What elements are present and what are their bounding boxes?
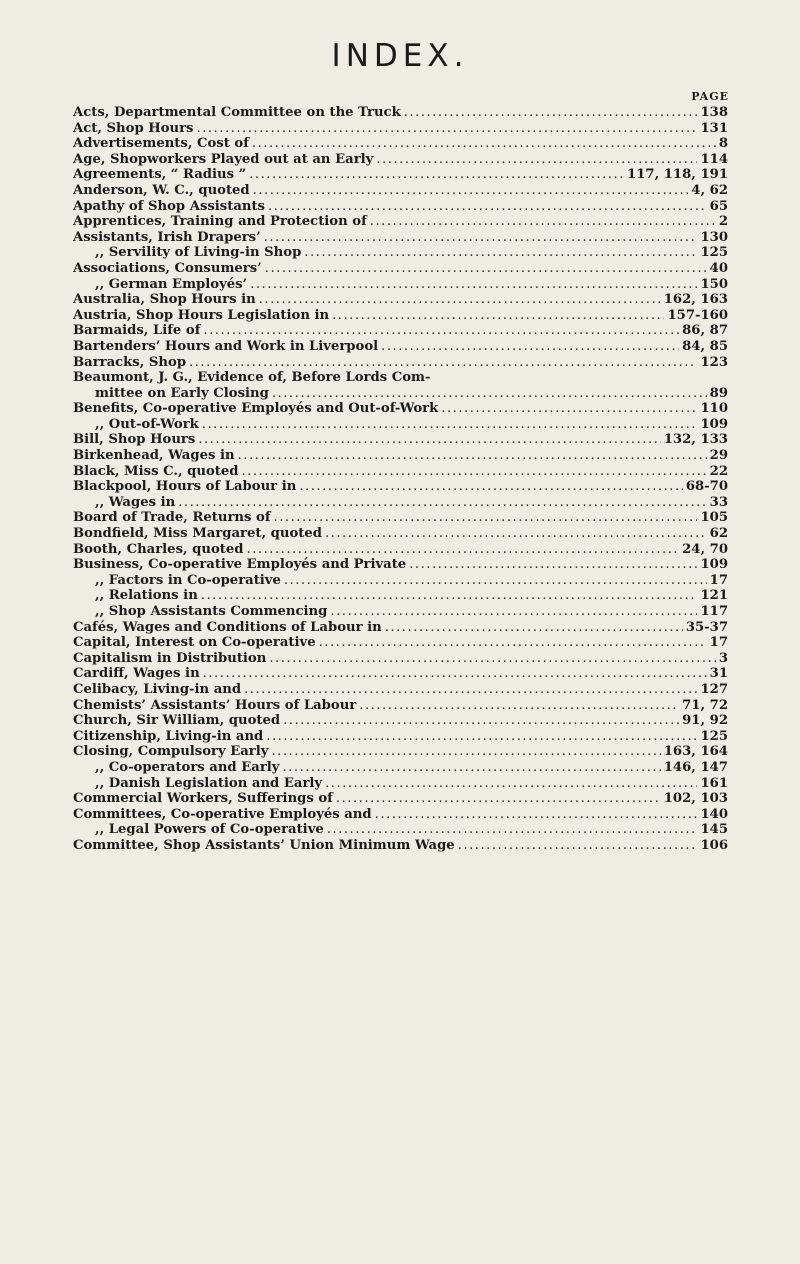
index-entry-term: Australia, Shop Hours in	[73, 292, 256, 308]
index-entry	[73, 167, 728, 183]
index-entry	[73, 620, 728, 636]
index-entry	[73, 682, 728, 698]
dot-leader	[178, 495, 706, 511]
index-entry	[73, 292, 728, 308]
index-entry-term: Apathy of Shop Assistants	[73, 198, 265, 214]
index-entry-term: Act, Shop Hours	[73, 120, 194, 136]
index-entry-pages: 89	[709, 385, 728, 401]
index-entry-pages: 140	[700, 806, 728, 822]
dot-leader	[283, 713, 679, 729]
index-entry-pages: 4, 62	[691, 182, 728, 198]
index-entry-pages: 121	[700, 588, 728, 604]
index-entry-pages: 117	[700, 604, 728, 619]
index-entry-pages: 150	[700, 276, 728, 292]
dot-leader	[203, 323, 679, 339]
index-entry	[73, 105, 728, 121]
index-entry-term: Agreements, “ Radius ”	[73, 167, 247, 183]
index-entry-term: Commercial Workers, Sufferings of	[73, 791, 333, 807]
dot-leader	[201, 588, 698, 604]
index-entry	[73, 386, 728, 402]
index-entry	[73, 214, 728, 230]
dot-leader	[282, 760, 660, 776]
index-entry-term: Business, Co-operative Employés and Private	[73, 557, 407, 573]
index-entry	[73, 448, 728, 464]
index-entry-pages: 71, 72	[682, 697, 728, 713]
dot-leader	[266, 729, 697, 745]
index-entry-term: Barracks, Shop	[73, 354, 187, 370]
dot-leader	[265, 261, 707, 277]
index-entry-pages: 114	[700, 151, 728, 167]
index-entry-pages: 105	[700, 510, 728, 526]
index-entry	[73, 277, 728, 293]
dot-leader	[370, 214, 716, 230]
index-entry-term: Church, Sir William, quoted	[73, 713, 281, 729]
dot-leader	[241, 464, 706, 480]
index-entry	[73, 573, 728, 589]
index-entry-term: Birkenhead, Wages in	[73, 448, 235, 464]
dot-leader	[253, 183, 689, 199]
index-entry	[73, 776, 728, 792]
index-entry-pages: 17	[709, 572, 728, 588]
index-entry-term: Booth, Charles, quoted	[73, 541, 244, 557]
index-entry-pages: 31	[709, 666, 728, 682]
dot-leader	[259, 292, 661, 308]
dot-leader	[271, 744, 660, 760]
index-entry	[73, 635, 728, 651]
index-entry-term: Associations, Consumers’	[73, 260, 262, 276]
index-entry	[73, 713, 728, 729]
dot-leader	[249, 167, 624, 183]
index-entry-term: Cardiff, Wages in	[73, 666, 200, 682]
index-entry	[73, 651, 728, 667]
index-entry-pages: 102, 103	[663, 791, 728, 807]
index-entry	[73, 121, 728, 137]
index-entry-pages: 162, 163	[663, 292, 728, 308]
index-entry-pages: 106	[700, 837, 728, 853]
index-entry-pages: 127	[700, 681, 728, 697]
index-entry-term: Chemists’ Assistants’ Hours of Labour	[73, 697, 357, 713]
index-entry	[73, 588, 728, 604]
dot-leader	[247, 542, 680, 558]
dot-leader	[269, 651, 716, 667]
index-entry-term: Capital, Interest on Co-operative	[73, 635, 316, 651]
index-entry-term: ,, German Employés’	[95, 276, 248, 292]
index-entry	[73, 698, 728, 714]
index-entry	[73, 245, 728, 261]
dot-leader	[458, 838, 698, 854]
dot-leader	[304, 245, 697, 261]
index-entry	[73, 838, 728, 854]
index-entry-term: ,, Servility of Living-in Shop	[95, 245, 302, 261]
index-entry	[73, 370, 728, 386]
index-entry-pages: 3	[718, 650, 728, 666]
dot-leader	[336, 791, 661, 807]
index-entry-term: Bill, Shop Hours	[73, 432, 196, 448]
index-entry-term: Beaumont, J. G., Evidence of, Before Lords Com-	[73, 370, 431, 386]
dot-leader	[385, 620, 683, 636]
dot-leader	[325, 526, 707, 542]
index-entry	[73, 308, 728, 324]
index-entry-pages: 163, 164	[663, 744, 728, 760]
index-entry-pages: 8	[718, 136, 728, 152]
index-entry	[73, 479, 728, 495]
index-entry	[73, 510, 728, 526]
index-entry	[73, 822, 728, 838]
index-entry	[73, 136, 728, 152]
index-heading: INDEX.	[331, 38, 469, 74]
dot-leader	[330, 604, 697, 620]
dot-leader	[252, 136, 716, 152]
index-entry-term: Committee, Shop Assistants’ Union Minimum Wage	[73, 837, 455, 853]
index-entry	[73, 355, 728, 371]
dot-leader	[202, 417, 698, 433]
index-entry	[73, 791, 728, 807]
index-entry-pages: 145	[700, 822, 728, 838]
index-entry	[73, 323, 728, 339]
index-entry	[73, 230, 728, 246]
dot-leader	[272, 386, 707, 402]
index-entry	[73, 339, 728, 355]
index-entry-term: ,, Legal Powers of Co-operative	[95, 822, 324, 838]
index-entry-pages: 117, 118, 191	[627, 167, 728, 183]
index-entry	[73, 464, 728, 480]
index-entry-term: Cafés, Wages and Conditions of Labour in	[73, 619, 382, 635]
dot-leader	[409, 557, 697, 573]
dot-leader	[238, 448, 707, 464]
index-entry-term: Committees, Co-operative Employés and	[73, 806, 372, 822]
index-entry-pages: 110	[700, 401, 728, 417]
index-entry	[73, 729, 728, 745]
dot-leader	[332, 308, 664, 324]
dot-leader	[441, 401, 697, 417]
dot-leader	[284, 573, 707, 589]
index-entry-term: Capitalism in Distribution	[73, 650, 267, 666]
dot-leader	[244, 682, 697, 698]
index-entry-term: Citizenship, Living-in and	[73, 728, 264, 744]
index-entry-term: Age, Shopworkers Played out at an Early	[73, 151, 374, 167]
index-entry	[73, 152, 728, 168]
index-entry-term: mittee on Early Closing	[95, 385, 269, 401]
dot-leader	[327, 822, 698, 838]
dot-leader	[198, 432, 660, 448]
index-entry-term: Acts, Departmental Committee on the Truck	[73, 105, 401, 120]
dot-leader	[325, 776, 697, 792]
index-entry-term: Bartenders’ Hours and Work in Liverpool	[73, 338, 379, 354]
index-entry	[73, 760, 728, 776]
index-entry-term: ,, Wages in	[95, 494, 176, 510]
page-column-label: PAGE	[691, 90, 729, 103]
index-entry-term: Benefits, Co-operative Employés and Out-of-Work	[73, 401, 439, 417]
index-entry-term: ,, Out-of-Work	[95, 416, 199, 432]
index-entry-term: Black, Miss C., quoted	[73, 463, 239, 479]
index-entry	[73, 744, 728, 760]
dot-leader	[359, 698, 679, 714]
index-entry-list	[73, 105, 728, 854]
index-entry-term: Board of Trade, Returns of	[73, 510, 271, 526]
index-entry-pages: 33	[709, 494, 728, 510]
index-entry-term: Closing, Compulsory Early	[73, 744, 269, 760]
index-entry-term: Barmaids, Life of	[73, 323, 201, 339]
index-entry	[73, 401, 728, 417]
index-entry-pages: 91, 92	[682, 713, 728, 729]
index-entry-term: ,, Co-operators and Early	[95, 759, 280, 775]
index-entry	[73, 417, 728, 433]
index-entry-pages: 161	[700, 775, 728, 791]
index-entry-term: Anderson, W. C., quoted	[73, 182, 250, 198]
dot-leader	[319, 635, 707, 651]
index-entry-term: Celibacy, Living-in and	[73, 681, 242, 697]
index-entry-pages: 109	[700, 557, 728, 573]
dot-leader	[268, 199, 707, 215]
index-entry-pages: 132, 133	[663, 432, 728, 448]
index-entry-term: ,, Shop Assistants Commencing	[95, 604, 328, 619]
dot-leader	[381, 339, 679, 355]
index-entry	[73, 183, 728, 199]
index-entry-pages: 29	[709, 448, 728, 464]
dot-leader	[189, 355, 697, 371]
index-entry-pages: 35-37	[685, 619, 728, 635]
index-entry	[73, 261, 728, 277]
index-entry-pages: 24, 70	[682, 541, 728, 557]
index-entry-pages: 62	[709, 526, 728, 542]
dot-leader	[404, 105, 698, 121]
index-entry-pages: 86, 87	[682, 323, 728, 339]
index-entry-pages: 65	[709, 198, 728, 214]
index-entry-pages: 130	[700, 229, 728, 245]
index-entry	[73, 604, 728, 620]
index-entry-term: ,, Danish Legislation and Early	[95, 775, 323, 791]
index-entry	[73, 495, 728, 511]
index-entry-pages: 68-70	[685, 479, 728, 495]
index-entry-pages: 125	[700, 728, 728, 744]
index-entry-pages: 22	[709, 463, 728, 479]
index-entry-term: Apprentices, Training and Protection of	[73, 214, 367, 230]
index-entry	[73, 432, 728, 448]
index-entry	[73, 557, 728, 573]
dot-leader	[274, 510, 698, 526]
index-entry	[73, 542, 728, 558]
index-entry	[73, 199, 728, 215]
dot-leader	[196, 121, 697, 137]
index-entry-term: Bondfield, Miss Margaret, quoted	[73, 526, 322, 542]
dot-leader	[375, 807, 698, 823]
index-entry-term: Advertisements, Cost of	[73, 136, 249, 152]
dot-leader	[264, 230, 698, 246]
index-entry-term: Blackpool, Hours of Labour in	[73, 479, 297, 495]
index-entry-pages: 146, 147	[663, 759, 728, 775]
index-entry	[73, 666, 728, 682]
index-entry-pages: 131	[700, 120, 728, 136]
index-entry-pages: 123	[700, 354, 728, 370]
index-entry-pages: 2	[718, 214, 728, 230]
index-entry-pages: 109	[700, 416, 728, 432]
index-entry-term: Assistants, Irish Drapers’	[73, 229, 261, 245]
index-entry	[73, 526, 728, 542]
dot-leader	[376, 152, 697, 168]
dot-leader	[250, 277, 697, 293]
dot-leader	[203, 666, 707, 682]
index-entry-pages: 138	[700, 105, 728, 120]
index-entry-pages: 157-160	[667, 307, 728, 323]
index-entry-pages: 84, 85	[682, 338, 728, 354]
index-entry-pages: 40	[709, 260, 728, 276]
index-entry-pages: 125	[700, 245, 728, 261]
index-entry-term: Austria, Shop Hours Legislation in	[73, 307, 330, 323]
index-entry-pages: 17	[709, 635, 728, 651]
index-entry-term: ,, Factors in Co-operative	[95, 572, 281, 588]
dot-leader	[299, 479, 683, 495]
index-entry-term: ,, Relations in	[95, 588, 198, 604]
index-entry	[73, 807, 728, 823]
